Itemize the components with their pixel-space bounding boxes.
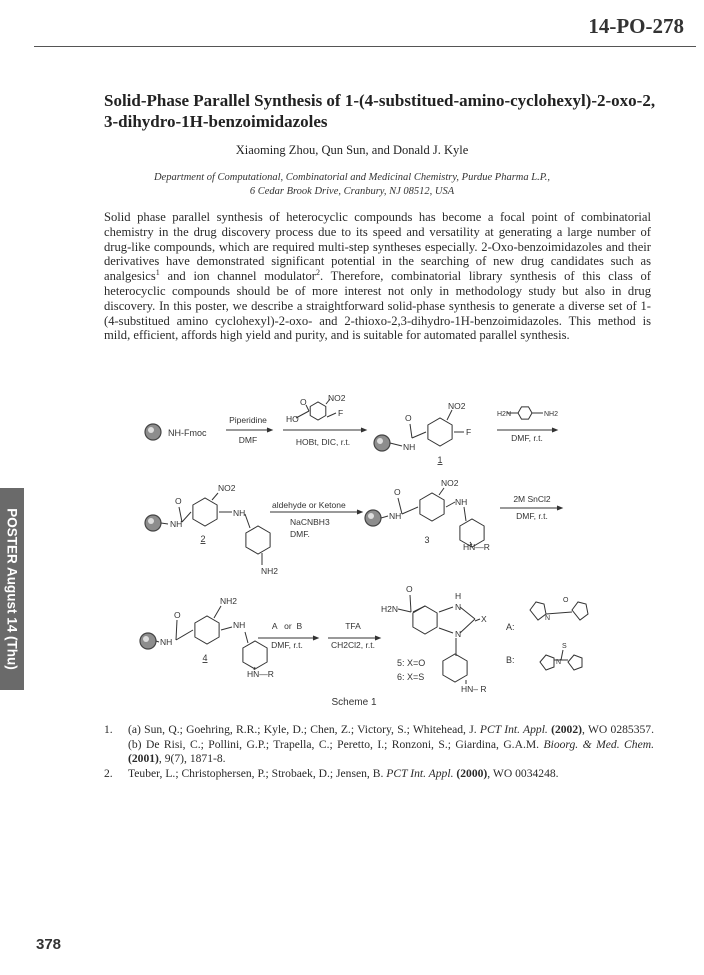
atom-label: NH: [389, 511, 402, 521]
compound-4-label: 4: [202, 653, 208, 663]
poster-code: 14-PO-278: [588, 14, 684, 38]
bond: [439, 607, 453, 612]
atom-label: HN– R: [461, 684, 487, 694]
bond: [410, 595, 411, 612]
atom-label: N: [455, 602, 462, 612]
succinimide-ring: [530, 602, 546, 620]
atom-label: O: [175, 496, 182, 506]
atom-label: S: [562, 643, 567, 650]
reagent-tfa: TFA: [345, 621, 361, 631]
bond: [402, 507, 418, 514]
atom-label: H2N: [497, 411, 512, 418]
solvent-dmf-rt: DMF, r.t.: [271, 640, 303, 650]
bond: [460, 619, 475, 633]
resin-bead-highlight: [368, 513, 374, 519]
journal-name: PCT Int. Appl.: [386, 766, 454, 780]
solvent-dmf: DMF.: [290, 529, 310, 539]
atom-label: NH2: [220, 596, 238, 606]
bond: [182, 512, 191, 522]
atom-label: O: [406, 584, 413, 594]
product-6-label: 6: X=S: [397, 672, 425, 682]
reference-text: (a) Sun, Q.; Goehring, R.R.; Kyle, D.; Chen, Z.; Victory, S.; Whitehead, J.: [128, 723, 480, 736]
affiliation-line-1: Department of Computational, Combinatorial and Medicinal Chemistry, Purdue Pharma L.P.,: [153, 172, 551, 183]
atom-label: F: [338, 408, 344, 418]
bond: [176, 630, 193, 640]
body-text: and ion channel modulator: [159, 269, 316, 284]
arrowhead: [375, 636, 380, 640]
imidazole-ring: [568, 655, 582, 670]
reference-text: , WO 0034248.: [487, 766, 559, 780]
resin-bead-highlight: [377, 438, 383, 444]
authors: Xiaoming Zhou, Qun Sun, and Donald J. Kyle: [235, 143, 469, 157]
cyclohexane-ring: [518, 407, 532, 419]
atom-label: HO: [286, 414, 299, 424]
arrowhead: [267, 428, 272, 432]
reagent-aldehyde-ketone: aldehyde or Ketone: [272, 500, 346, 510]
body-text: . Therefore, combinatorial library synthesis of this class of heterocyclic compounds should be of more interest not only in methodology study but also in drug discovery. In this poster, we describe a straightforward solid-phase synthesis to generate a diverse set of 1-(4-substitued amino cyclohexyl)-2-oxo- and 2-thioxo-2,3-dihydro-1H-benzoimidazoles. This method is mild, efficient, affords high yield and purity, and is suitable for automated parallel synthesis.: [104, 269, 652, 343]
atom-label: O: [174, 610, 181, 620]
bond: [245, 632, 248, 643]
reagent-piperidine: Piperidine: [229, 415, 267, 425]
atom-label: O: [300, 397, 307, 407]
resin-bead-highlight: [143, 636, 149, 642]
affiliation-line-2: 6 Cedar Brook Drive, Cranbury, NJ 08512, USA: [249, 186, 455, 197]
reference-text: , WO 0285357. (b) De Risi, C.; Pollini, G.P.; Trapella, C.; Peretto, I.; Ronzoni, S.; Giardina, G.A.M.: [128, 723, 655, 751]
references: [104, 723, 654, 781]
bond: [161, 523, 168, 524]
bond: [447, 410, 452, 420]
bond: [176, 620, 177, 640]
product-5-label: 5: X=O: [397, 658, 426, 668]
atom-label: NH: [233, 620, 246, 630]
compound-1-label: 1: [437, 455, 443, 465]
bond: [214, 606, 221, 618]
reference-text: Teuber, L.; Christophersen, P.; Strobaek, D.; Jensen, B.: [128, 766, 387, 780]
atom-label: HN—R: [463, 542, 490, 552]
reagent-nacnbh3: NaCNBH3: [290, 517, 330, 527]
bond: [412, 432, 426, 438]
arrowhead: [552, 428, 557, 432]
atom-label: O: [405, 413, 412, 423]
atom-label: NH: [403, 442, 416, 452]
cyclohexane-ring: [243, 641, 267, 669]
atom-label: NH2: [544, 411, 559, 418]
bond: [439, 488, 444, 495]
page-number: 378: [36, 936, 62, 953]
bond: [410, 424, 412, 438]
solvent-dmf: DMF: [238, 435, 258, 445]
compound-3-label: 3: [424, 535, 430, 545]
label-nh-fmoc: NH-Fmoc: [168, 428, 207, 438]
cyclohexane-ring: [246, 526, 270, 554]
bond: [460, 607, 475, 619]
citation-1: 1: [155, 268, 160, 277]
atom-label: X: [481, 614, 487, 624]
bond: [446, 502, 455, 507]
atom-label: NO2: [441, 478, 459, 488]
journal-name: Bioorg. & Med. Chem.: [543, 737, 654, 751]
bond: [221, 627, 232, 630]
atom-label: N: [455, 629, 462, 639]
reference-1: [104, 723, 654, 767]
benzene-ring: [428, 418, 452, 446]
atom-label: HN—R: [247, 669, 274, 679]
reagent-b-label: B:: [506, 655, 515, 665]
reference-text: , 9(7), 1871-8.: [158, 752, 226, 766]
reagent-a-label: A:: [506, 622, 515, 632]
atom-label: F: [466, 427, 472, 437]
compound-2-label: 2: [200, 534, 206, 544]
solvent-dmf-rt: DMF, r.t.: [516, 511, 548, 521]
reference-year: (2001): [128, 752, 159, 766]
journal-name: PCT Int. Appl.: [479, 723, 548, 736]
benzene-ring: [195, 616, 219, 644]
citation-2: 2: [315, 268, 320, 277]
bond: [546, 612, 572, 614]
poster-side-tab: [0, 488, 24, 690]
atom-label: O: [563, 597, 569, 604]
reference-number: 1.: [104, 723, 113, 736]
atom-label: NH: [233, 508, 246, 518]
bond: [439, 628, 453, 633]
reference-year: (2000): [453, 766, 488, 780]
atom-label: NH: [170, 519, 183, 529]
solvent-dmf-rt: DMF, r.t.: [511, 433, 543, 443]
reference-2: [104, 767, 654, 782]
atom-label: N: [545, 615, 551, 622]
bond: [398, 609, 411, 612]
scheme-caption: Scheme 1: [331, 697, 377, 708]
solvent-ch2cl2: CH2Cl2, r.t.: [331, 640, 375, 650]
arrowhead: [361, 428, 366, 432]
arrowhead: [357, 510, 362, 514]
arrowhead: [557, 506, 562, 510]
atom-label: H2N: [381, 604, 399, 614]
atom-label: NO2: [448, 401, 466, 411]
atom-label: H: [455, 591, 462, 601]
reagent-sncl2: 2M SnCl2: [513, 494, 551, 504]
bond: [390, 443, 402, 446]
bond: [327, 413, 336, 417]
atom-label: NH2: [261, 566, 279, 576]
body-text: Solid phase parallel synthesis of heterocyclic compounds has become a focal point of combinatorial chemistry in the drug discovery process due to its speed and versatility at generating a large number of drug-like compounds, which are required multi-step syntheses especially. 2-Oxo-benzoimidazoles and their derivatives have demonstrated significant potential in the searching of new drug candidates such as analgesics: [104, 210, 651, 284]
imidazole-ring: [540, 655, 554, 670]
paper-title: Solid-Phase Parallel Synthesis of 1-(4-substitued-amino-cyclohexyl)-2-oxo-2, 3-dihydro-1H-benzoimidazoles: [104, 91, 656, 131]
bond: [475, 619, 480, 621]
resin-bead-highlight: [148, 518, 154, 524]
succinimide-ring: [572, 602, 588, 620]
atom-label: NH: [160, 637, 173, 647]
bond: [464, 507, 466, 521]
atom-label: NH: [455, 497, 468, 507]
reagent-a-or-b: A or B: [271, 621, 303, 631]
reference-year: (2002): [547, 723, 582, 736]
arrowhead: [313, 636, 318, 640]
bond: [381, 516, 388, 518]
resin-bead-highlight: [148, 427, 154, 433]
reagent-hobt-dic: HOBt, DIC, r.t.: [295, 437, 351, 447]
bond: [413, 606, 425, 612]
atom-label: NO2: [328, 393, 346, 403]
benzene-ring: [310, 402, 326, 420]
reference-number: 2.: [104, 766, 113, 780]
atom-label: N: [556, 659, 562, 666]
atom-label: O: [394, 487, 401, 497]
bond: [561, 650, 563, 660]
bond: [245, 514, 250, 528]
benzene-ring: [193, 498, 217, 526]
benzene-ring: [420, 493, 444, 521]
cyclohexane-ring: [443, 654, 467, 682]
atom-label: NO2: [218, 483, 236, 493]
side-tab-label: POSTER August 14 (Thu): [4, 508, 20, 670]
bond: [212, 493, 218, 500]
